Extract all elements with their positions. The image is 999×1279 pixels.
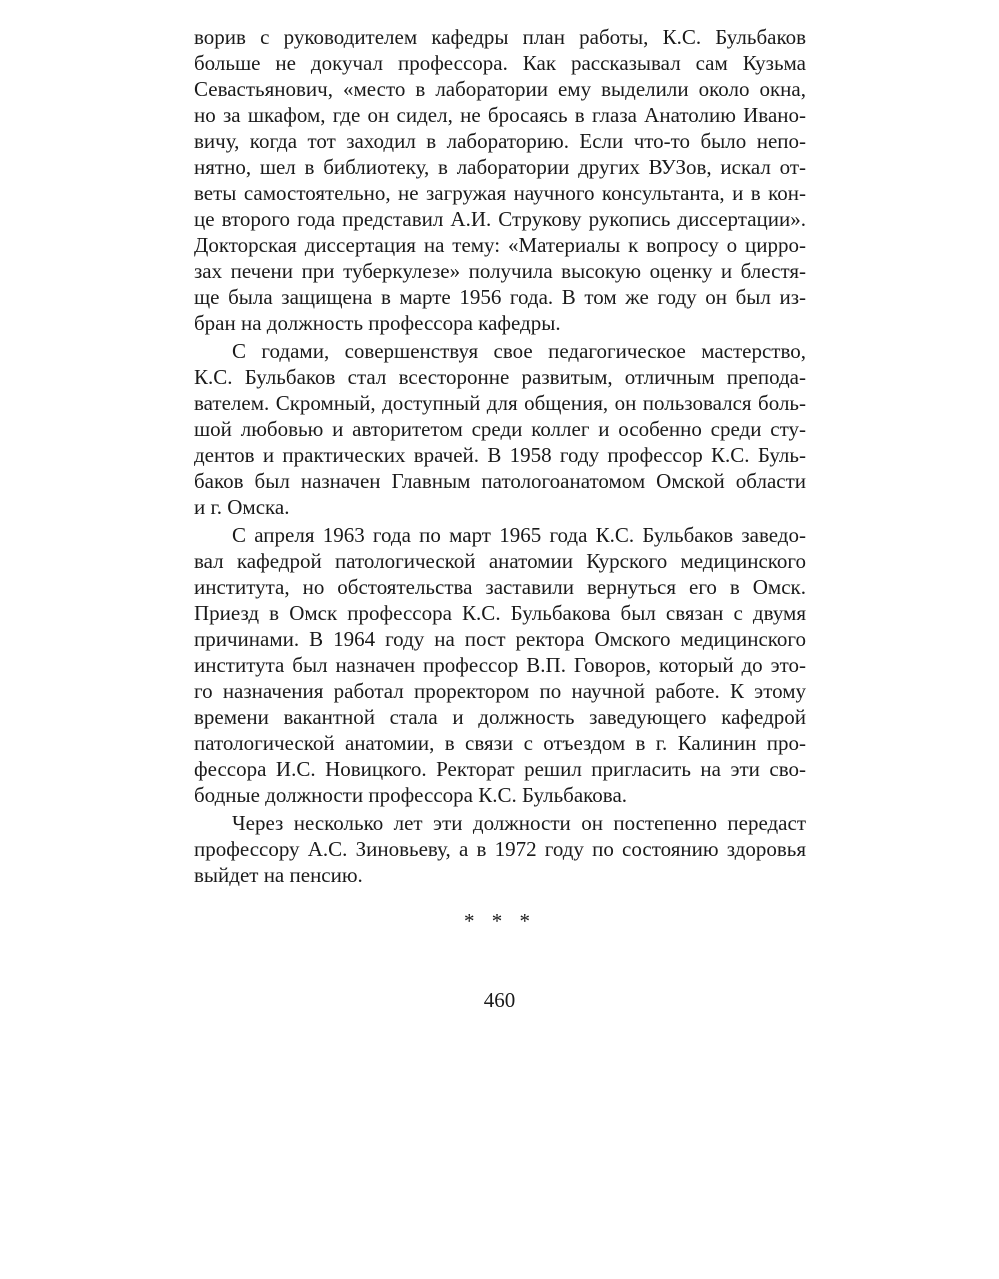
text-line: Приезд в Омск профессора К.С. Бульбакова был связан с двумя (194, 601, 806, 625)
text-line: фессора И.С. Новицкого. Ректорат решил пригласить на эти сво- (194, 757, 806, 781)
text-line: вателем. Скромный, доступный для общения, он пользовался боль- (194, 391, 806, 415)
text-line: профессору А.С. Зиновьеву, а в 1972 году по состоянию здоровья (194, 837, 806, 861)
text-line: института был назначен профессор В.П. Говоров, который до это- (194, 653, 806, 677)
text-line: С годами, совершенствуя свое педагогическое мастерство, (232, 339, 806, 363)
text-line: но за шкафом, где он сидел, не бросаясь в глаза Анатолию Ивано- (194, 103, 806, 127)
text-line: ворив с руководителем кафедры план работы, К.С. Бульбаков (194, 25, 806, 49)
text-line: института, но обстоятельства заставили вернуться его в Омск. (194, 575, 806, 599)
text-line: ще была защищена в марте 1956 года. В том же году он был из- (194, 285, 806, 309)
text-line: К.С. Бульбаков стал всесторонне развитым, отличным препода- (194, 365, 806, 389)
text-line: зах печени при туберкулезе» получила высокую оценку и блестя- (194, 259, 806, 283)
text-line: больше не докучал профессора. Как рассказывал сам Кузьма (194, 51, 806, 75)
text-line: баков был назначен Главным патологоанатомом Омской области (194, 469, 806, 493)
text-line: времени вакантной стала и должность заведующего кафедрой (194, 705, 806, 729)
text-line: и г. Омска. (194, 495, 290, 519)
page-number: 460 (483, 988, 516, 1012)
text-line: вичу, когда тот заходил в лабораторию. Если что-то было непо- (194, 129, 806, 153)
text-line: це второго года представил А.И. Струкову рукопись диссертации». (194, 207, 806, 231)
text-line: выйдет на пенсию. (194, 863, 363, 887)
text-line: го назначения работал проректором по научной работе. К этому (194, 679, 806, 703)
text-line: причинами. В 1964 году на пост ректора Омского медицинского (194, 627, 806, 651)
text-line: шой любовью и авторитетом среди коллег и особенно среди сту- (194, 417, 806, 441)
text-line: Севастьянович, «место в лаборатории ему выделили около окна, (194, 77, 806, 101)
text-line: Докторская диссертация на тему: «Материалы к вопросу о цирро- (194, 233, 806, 257)
text-line: вал кафедрой патологической анатомии Курского медицинского (194, 549, 806, 573)
paragraph-3 (194, 522, 806, 808)
text-line: бодные должности профессора К.С. Бульбакова. (194, 783, 628, 807)
paragraph-2 (194, 338, 806, 520)
page-body (194, 24, 806, 934)
text-line: патологической анатомии, в связи с отъездом в г. Калинин про- (194, 731, 806, 755)
text-line: нятно, шел в библиотеку, в лаборатории других ВУЗов, искал от- (194, 155, 806, 179)
text-line: дентов и практических врачей. В 1958 году профессор К.С. Буль- (194, 443, 806, 467)
paragraph-4 (194, 810, 806, 888)
text-line: Через несколько лет эти должности он постепенно передаст (232, 811, 806, 835)
section-separator: * * * (464, 909, 536, 933)
text-line: С апреля 1963 года по март 1965 года К.С. Бульбаков заведо- (232, 523, 806, 547)
text-line: бран на должность профессора кафедры. (194, 311, 561, 335)
text-line: веты самостоятельно, не загружая научного консультанта, и в кон- (194, 181, 806, 205)
paragraph-1 (194, 24, 806, 336)
